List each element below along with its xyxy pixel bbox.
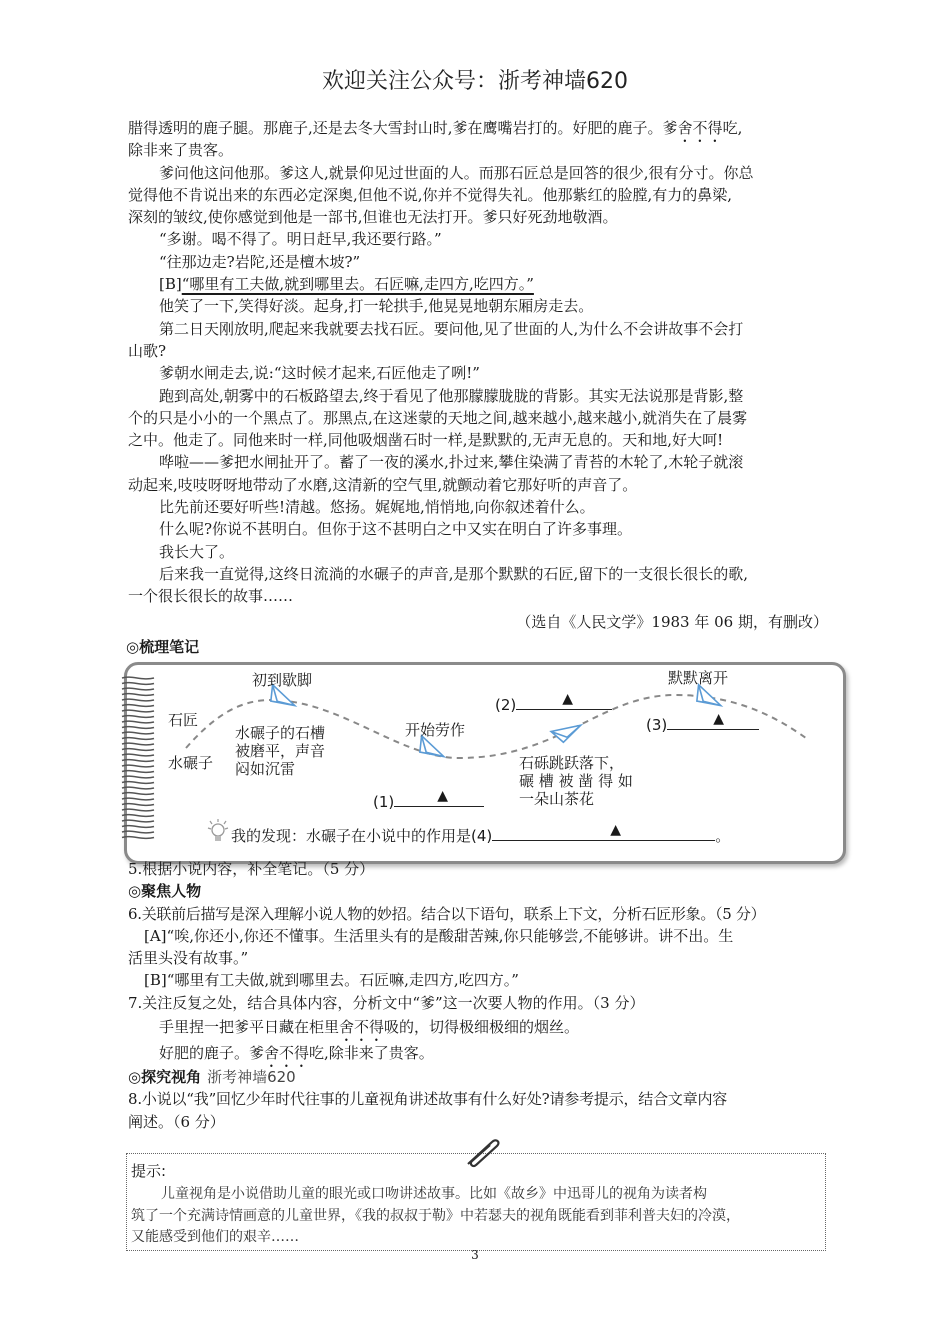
text: 爹朝水闸走去,说:“这时候才起来,石匠他走了咧!” bbox=[159, 364, 480, 383]
question-7-quote-a bbox=[128, 1014, 828, 1040]
story-source: （选自《人民文学》1983 年 06 期，有删改） bbox=[516, 613, 828, 631]
text: 一个很长很长的故事…… bbox=[128, 587, 294, 606]
question-6-quote-a: [A]“唉,你还小,你还不懂事。生活里头有的是酸甜苦辣,你只能够尝,不能够讲。讲不出。生 bbox=[144, 926, 734, 945]
row-label-mason: 石匠 bbox=[168, 711, 199, 729]
emphasized-text: 舍不得 bbox=[339, 1018, 385, 1037]
text: 我长大了。 bbox=[159, 542, 235, 561]
question-7: 7.关注反复之处，结合具体内容，分析文中“爹”这一次要人物的作用。（3 分） bbox=[128, 993, 645, 1012]
text: 山歌? bbox=[128, 341, 167, 360]
section-character-heading: ◎聚焦人物 bbox=[128, 882, 202, 901]
hint-line: 儿童视角是小说借助儿童的眼光或口吻讲述故事。比如《故乡》中迅哥儿的视角为读者构 bbox=[161, 1186, 707, 1202]
blank-2[interactable] bbox=[495, 693, 612, 714]
mill-note-1-line: 水碾子的石槽 bbox=[235, 724, 326, 742]
text: 跑到高处,朝雾中的石板路望去,终于看见了他那朦朦胧胧的背影。其实无法说那是背影,整 bbox=[159, 386, 744, 405]
question-5: 5.根据小说内容，补全笔记。（5 分） bbox=[128, 860, 375, 878]
mill-note-2-line: 石砾跳跃落下， bbox=[519, 754, 625, 772]
blank-2-number: (2) bbox=[495, 696, 517, 714]
question-8: 8.小说以“我”回忆少年时代往事的儿童视角讲述故事有什么好处?请参考提示，结合文章内容 bbox=[128, 1090, 728, 1109]
text: 什么呢?你说不甚明白。但你于这不甚明白之中又实在明白了许多事理。 bbox=[159, 520, 633, 539]
question-6-quote-a-cont: 活里头没有故事。” bbox=[128, 949, 249, 968]
stage-1-label: 初到歇脚 bbox=[252, 671, 313, 689]
mill-note-1-line: 被磨平，声音 bbox=[235, 742, 326, 760]
mill-note-2-line: 一朵山茶花 bbox=[519, 790, 595, 808]
text: 他笑了一下,笑得好淡。起身,打一轮拱手,他晃晃地朝东厢房走去。 bbox=[159, 297, 594, 316]
triangle-marker-icon: ▲ bbox=[713, 711, 725, 727]
text: 吃,除非来了贵客。 bbox=[309, 1044, 434, 1063]
paper-plane-icon bbox=[551, 715, 583, 744]
blank-1[interactable] bbox=[373, 790, 484, 811]
section-title: ◎探究视角 bbox=[128, 1068, 202, 1087]
hint-line: 又能感受到他们的艰辛…… bbox=[131, 1229, 299, 1245]
text: 第二日天刚放明,爬起来我就要去找石匠。要问他,见了世面的人,为什么不会讲故事不会打 bbox=[159, 319, 744, 338]
blank-1-number: (1) bbox=[373, 793, 395, 811]
questions bbox=[128, 858, 828, 1133]
underlined-quote: “哪里有工夫做,就到哪里去。石匠嘛,走四方,吃四方。” bbox=[181, 275, 534, 294]
question-7-quote-b bbox=[128, 1040, 828, 1066]
text: “多谢。喝不得了。明日赶早,我还要行路。” bbox=[159, 230, 442, 249]
section-perspective-heading bbox=[128, 1066, 828, 1088]
period: 。 bbox=[715, 827, 731, 845]
text: 个的只是小小的一个黑点了。那黑点,在这迷蒙的天地之间,越来越小,越来越小,就消失在了晨雾 bbox=[128, 408, 748, 427]
emphasized-text: 舍不得 bbox=[264, 1044, 310, 1063]
text: “往那边走?岩陀,还是檀木坡?” bbox=[159, 252, 361, 271]
row-label-mill: 水碾子 bbox=[168, 754, 214, 772]
stage-3-label: 默默离开 bbox=[668, 669, 729, 687]
text: 手里捏一把爹平日藏在柜里 bbox=[159, 1018, 340, 1037]
mill-note-1-line: 闷如沉雷 bbox=[235, 760, 296, 778]
hint-text bbox=[131, 1184, 740, 1249]
question-8-cont: 阐述。（6 分） bbox=[128, 1112, 225, 1131]
text: 除非来了贵客。 bbox=[128, 141, 234, 160]
emphasized-text: 舍不得 bbox=[677, 119, 723, 137]
mill-note-2 bbox=[519, 754, 633, 808]
section-watermark: 浙考神墙620 bbox=[207, 1068, 296, 1087]
text: 觉得他不肯说出来的东西必定深奥,但他不说,你并不觉得失礼。他那紫红的脸膛,有力的鼻梁, bbox=[128, 185, 733, 204]
page-header-title: 欢迎关注公众号：浙考神墙620 bbox=[322, 69, 628, 94]
discovery-line bbox=[231, 824, 730, 846]
lightbulb-icon bbox=[206, 818, 230, 846]
blank-3[interactable] bbox=[646, 713, 759, 734]
question-6-quote-b: [B]“哪里有工夫做,就到哪里去。石匠嘛,走四方,吃四方。” bbox=[144, 971, 519, 990]
blank-4-number: (4) bbox=[471, 827, 493, 845]
mill-note-2-line: 碾 槽 被 凿 得 如 bbox=[519, 772, 633, 790]
paper-plane-icon bbox=[693, 685, 725, 710]
blank-4[interactable] bbox=[492, 824, 715, 841]
blank-3-number: (3) bbox=[646, 716, 668, 734]
question-6: 6.关联前后描写是深入理解小说人物的妙招。结合以下语句，联系上下文，分析石匠形象。（5 分） bbox=[128, 904, 766, 923]
mill-note-1 bbox=[235, 724, 325, 778]
page-number: 3 bbox=[471, 1248, 479, 1262]
discovery-label: 我的发现：水碾子在小说中的作用是 bbox=[231, 827, 472, 845]
hint-line: 筑了一个充满诗情画意的儿童世界，《我的叔叔于勒》中若瑟夫的视角既能看到菲利普夫妇的冷漠， bbox=[131, 1207, 740, 1224]
triangle-marker-icon: ▲ bbox=[562, 691, 574, 707]
stage-2-label: 开始劳作 bbox=[405, 721, 466, 739]
section-notes-heading: ◎梳理笔记 bbox=[126, 638, 200, 656]
paperclip-icon bbox=[462, 1136, 502, 1170]
text: 深刻的皱纹,使你感觉到他是一部书,但谁也无法打开。爹只好死劲地敬酒。 bbox=[128, 208, 618, 227]
text: 吸的，切得极细极细的烟丝。 bbox=[384, 1018, 580, 1037]
text: 后来我一直觉得,这终日流淌的水碾子的声音,是那个默默的石匠,留下的一支很长很长的歌, bbox=[159, 564, 749, 583]
triangle-marker-icon: ▲ bbox=[610, 822, 622, 838]
text: 动起来,吱吱呀呀地带动了水磨,这清新的空气里,就颤动着它那好听的声音了。 bbox=[128, 475, 638, 494]
text: 腊得透明的鹿子腿。那鹿子,还是去冬大雪封山时,爹在鹰嘴岩打的。好肥的鹿子。爹 bbox=[128, 119, 678, 137]
paper-plane-icon bbox=[416, 736, 448, 761]
hint-title: 提示: bbox=[131, 1162, 167, 1180]
text: 爹问他这问他那。爹这人,就景仰见过世面的人。而那石匠总是回答的很少,很有分寸。你总 bbox=[159, 163, 754, 182]
text: 哗啦——爹把水闸扯开了。蓄了一夜的溪水,扑过来,攀住染满了青苔的木轮了,木轮子就滚 bbox=[159, 453, 744, 472]
text: 吃, bbox=[722, 119, 743, 137]
text: 比先前还要好听些!清越。悠扬。娓娓地,悄悄地,向你叙述着什么。 bbox=[159, 498, 595, 517]
triangle-marker-icon: ▲ bbox=[437, 788, 449, 804]
text: [B] bbox=[159, 275, 182, 294]
text: 之中。他走了。同他来时一样,同他吸烟凿石时一样,是默默的,无声无息的。天和地,好大呵! bbox=[128, 431, 724, 450]
text: 好肥的鹿子。爹 bbox=[159, 1044, 265, 1063]
